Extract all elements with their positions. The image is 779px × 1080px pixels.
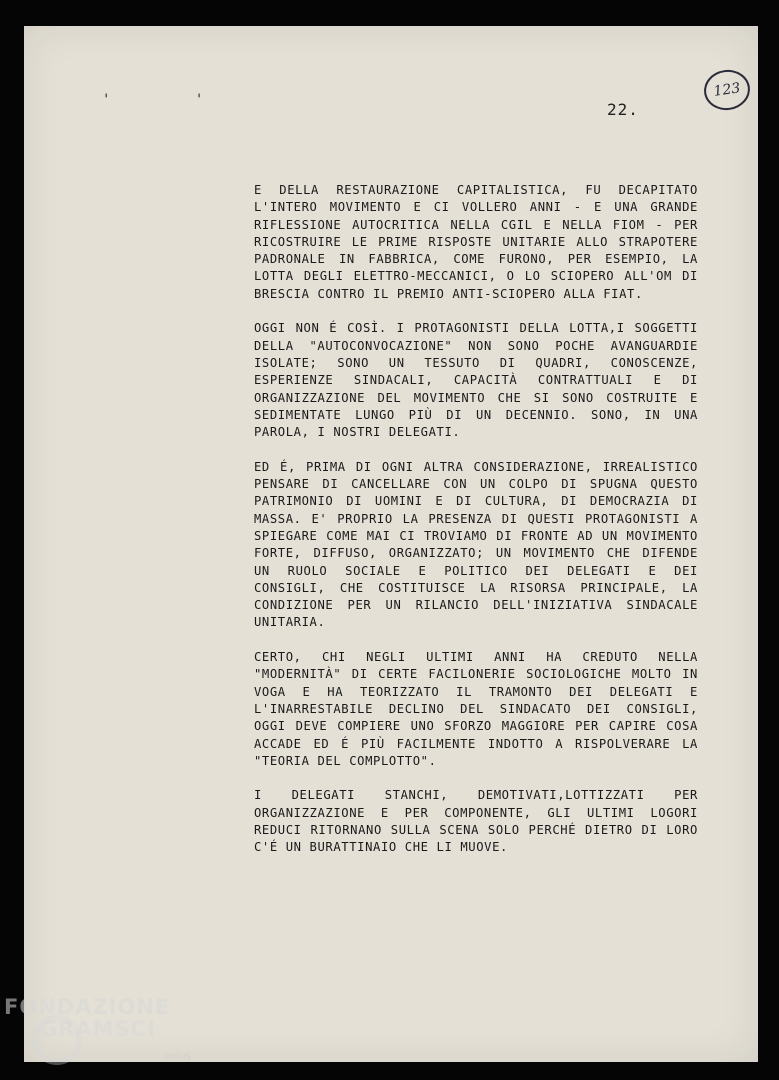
paragraph-1: E DELLA RESTAURAZIONE CAPITALISTICA, FU DECAPITATO L'INTERO MOVIMENTO E CI VOLLERO ANNI - E UNA GRANDE RIFLESSIONE AUTOCRITICA NELLA CGIL E NELLA FIOM - PER RICOSTRUIRE LE PRIME RISPOSTE UNITARIE ALLO STRAPOTERE PADRONALE IN FABBRICA, COME FURONO, PER ESEMPIO, LA LOTTA DEGLI ELETTRO-MECCANICI, O LO SCIOPERO ALL'OM DI BRESCIA CONTRO IL PREMIO ANTI-SCIOPERO ALLA FIAT. [254,183,698,301]
margin-marks: ' ' [102,92,242,108]
page-number: 22. [607,100,639,119]
document-page [24,26,758,1062]
watermark-line-2: GRAMSCI [40,1017,156,1041]
paragraph-3: ED É, PRIMA DI OGNI ALTRA CONSIDERAZIONE, IRREALISTICO PENSARE DI CANCELLARE CON UN COLPO DI SPUGNA QUESTO PATRIMONIO DI UOMINI E DI CULTURA, DI DEMOCRAZIA DI MASSA. E' PROPRIO LA PRESENZA DI QUESTI PROTAGONISTI A SPIEGARE COME MAI CI TROVIAMO DI FRONTE AD UN MOVIMENTO FORTE, DIFFUSO, ORGANIZZATO; UN MOVIMENTO CHE DIFENDE UN RUOLO SOCIALE E POLITICO DEI DELEGATI E DEI CONSIGLI, CHE COSTITUISCE LA RISORSA PRINCIPALE, LA CONDIZIONE PER UN RILANCIO DELL'INIZIATIVA SINDACALE UNITARIA. [254,459,698,630]
watermark-sub: onlus [164,1051,191,1062]
watermark-line-1: FONDAZIONE [4,995,171,1019]
paragraph-2: OGGI NON É COSÌ. I PROTAGONISTI DELLA LOTTA,I SOGGETTI DELLA "AUTOCONVOCAZIONE" NON SONO POCHE AVANGUARDIE ISOLATE; SONO UN TESSUTO DI QUADRI, CONOSCENZE, ESPERIENZE SINDACALI, CAPACITÀ CONTRATTUALI E DI ORGANIZZAZIONE DEL MOVIMENTO CHE SI SONO COSTRUITE E SEDIMENTATE LUNGO PIÙ DI UN DECENNIO. SONO, IN UNA PAROLA, I NOSTRI DELEGATI. [254,321,698,440]
archive-stamp: 123 [701,67,752,113]
paragraph-4: CERTO, CHI NEGLI ULTIMI ANNI HA CREDUTO NELLA "MODERNITÀ" DI CERTE FACILONERIE SOCIOLOGICHE MOLTO IN VOGA E HA TEORIZZATO IL TRAMONTO DEI DELEGATI E L'INARRESTABILE DECLINO DEL SINDACATO DEI CONSIGLI, OGGI DEVE COMPIERE UNO SFORZO MAGGIORE PER CAPIRE COSA ACCADE ED É PIÙ FACILMENTE INDOTTO A RISPOLVERARE LA "TEORIA DEL COMPLOTTO". [254,650,698,768]
fondazione-gramsci-watermark [4,995,191,1062]
watermark-g-logo-icon [32,1015,82,1065]
document-body [254,182,698,874]
paragraph-5: I DELEGATI STANCHI, DEMOTIVATI,LOTTIZZATI PER ORGANIZZAZIONE E PER COMPONENTE, GLI ULTIMI LOGORI REDUCI RITORNANO SULLA SCENA SOLO PERCHÉ DIETRO DI LORO C'É UN BURATTINAIO CHE LI MUOVE. [254,788,698,855]
